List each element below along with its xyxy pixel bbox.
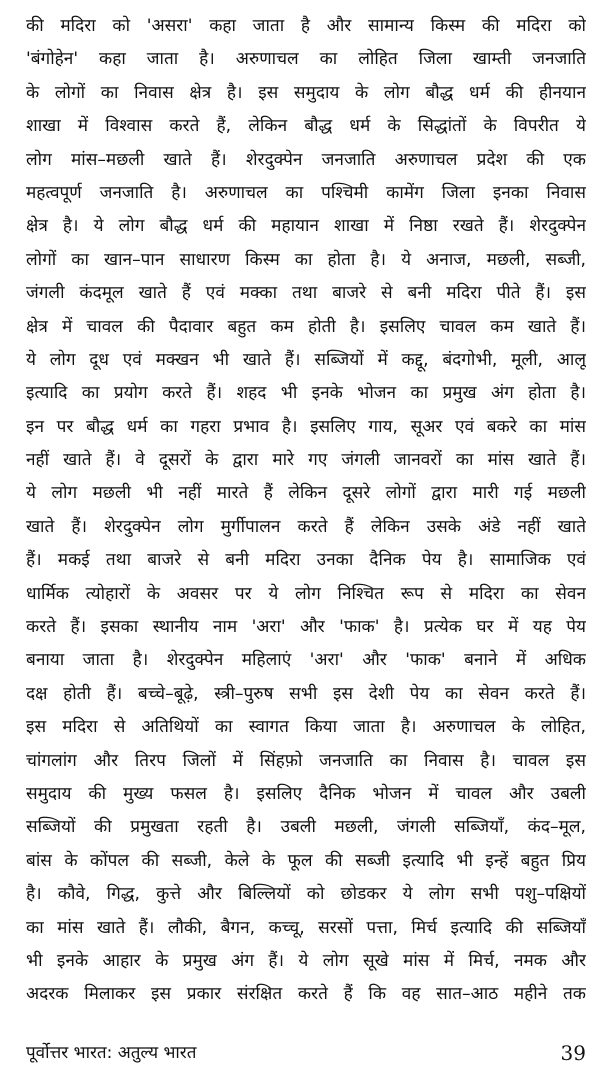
text-line: हैं। मकई तथा बाजरे से बनी मदिरा उनका दैनिक पेय है। सामाजिक एवं	[26, 550, 586, 571]
text-line: के लोगों का निवास क्षेत्र है। इस समुदाय के लोग बौद्ध धर्म की हीनयान	[26, 82, 586, 103]
text-line: जंगली कंदमूल खाते हैं एवं मक्का तथा बाजरे से बनी मदिरा पीते हैं। इस	[26, 283, 586, 304]
text-line: सब्जियों की प्रमुखता रहती है। उबली मछली, जंगली सब्जियाँ, कंद–मूल,	[26, 817, 586, 838]
text-line: लोग मांस–मछली खाते हैं। शेरदुक्पेन जनजाति अरुणाचल प्रदेश की एक	[26, 149, 586, 170]
text-line: क्षेत्र है। ये लोग बौद्ध धर्म की महायान शाखा में निष्ठा रखते हैं। शेरदुक्पेन	[26, 216, 586, 237]
text-line: करते हैं। इसका स्थानीय नाम 'अरा' और 'फाक' है। प्रत्येक घर में यह पेय	[26, 617, 586, 638]
text-line: इत्यादि का प्रयोग करते हैं। शहद भी इनके भोजन का प्रमुख अंग होता है।	[26, 383, 586, 404]
page-number: 39	[560, 1041, 586, 1065]
text-line: नहीं खाते हैं। वे दूसरों के द्वारा मारे गए जंगली जानवरों का मांस खाते हैं।	[26, 450, 586, 471]
text-line: की मदिरा को 'असरा' कहा जाता है और सामान्य किस्म की मदिरा को	[26, 16, 586, 36]
text-line: महत्वपूर्ण जनजाति है। अरुणाचल का पश्चिमी कामेंग जिला इनका निवास	[26, 182, 586, 203]
body-text	[26, 10, 586, 1012]
text-line: धार्मिक त्योहारों के अवसर पर ये लोग निश्चित रूप से मदिरा का सेवन	[26, 583, 586, 604]
page-footer	[26, 1036, 586, 1070]
text-line: बनाया जाता है। शेरदुक्पेन महिलाएं 'अरा' और 'फाक' बनाने में अधिक	[26, 650, 586, 671]
text-line: ये लोग मछली भी नहीं मारते हैं लेकिन दूसरे लोगों द्वारा मारी गई मछली	[26, 483, 586, 504]
text-line: का मांस खाते हैं। लौकी, बैगन, कच्चू, सरसों पत्ता, मिर्च इत्यादि की सब्जियाँ	[26, 917, 586, 938]
text-line: दक्ष होती हैं। बच्चे–बूढ़े, स्त्री–पुरुष सभी इस देशी पेय का सेवन करते हैं।	[26, 683, 586, 704]
text-line: 'बंगोहेन' कहा जाता है। अरुणाचल का लोहित जिला खाम्ती जनजाति	[26, 49, 586, 70]
text-line: इस मदिरा से अतिथियों का स्वागत किया जाता है। अरुणाचल के लोहित,	[26, 717, 586, 738]
text-line: इन पर बौद्ध धर्म का गहरा प्रभाव है। इसलिए गाय, सूअर एवं बकरे का मांस	[26, 416, 586, 437]
text-line: अदरक मिलाकर इस प्रकार संरक्षित करते हैं कि वह सात–आठ महीने तक	[26, 984, 586, 1005]
text-line: बांस के कोंपल की सब्जी, केले के फूल की सब्जी इत्यादि भी इन्हें बहुत प्रिय	[26, 850, 586, 871]
text-line: समुदाय की मुख्य फसल है। इसलिए दैनिक भोजन में चावल और उबली	[26, 783, 586, 804]
text-line: खाते हैं। शेरदुक्पेन लोग मुर्गीपालन करते हैं लेकिन उसके अंडे नहीं खाते	[26, 516, 586, 537]
text-line: है। कौवे, गिद्ध, कुत्ते और बिल्लियों को छोडकर ये लोग सभी पशु–पक्षियों	[26, 884, 586, 905]
text-line: शाखा में विश्वास करते हैं, लेकिन बौद्ध धर्म के सिद्धांतों के विपरीत ये	[26, 116, 586, 137]
footer-book-title: पूर्वोत्तर भारत: अतुल्य भारत	[26, 1043, 197, 1063]
text-line: क्षेत्र में चावल की पैदावार बहुत कम होती है। इसलिए चावल कम खाते हैं।	[26, 316, 586, 337]
text-line: ये लोग दूध एवं मक्खन भी खाते हैं। सब्जियों में कद्दू, बंदगोभी, मूली, आलू	[26, 349, 586, 370]
text-line: भी इनके आहार के प्रमुख अंग हैं। ये लोग सूखे मांस में मिर्च, नमक और	[26, 950, 586, 971]
text-line: लोगों का खान–पान साधारण किस्म का होता है। ये अनाज, मछली, सब्जी,	[26, 249, 586, 270]
text-line: चांगलांग और तिरप जिलों में सिंहफ़ो जनजाति का निवास है। चावल इस	[26, 750, 586, 771]
